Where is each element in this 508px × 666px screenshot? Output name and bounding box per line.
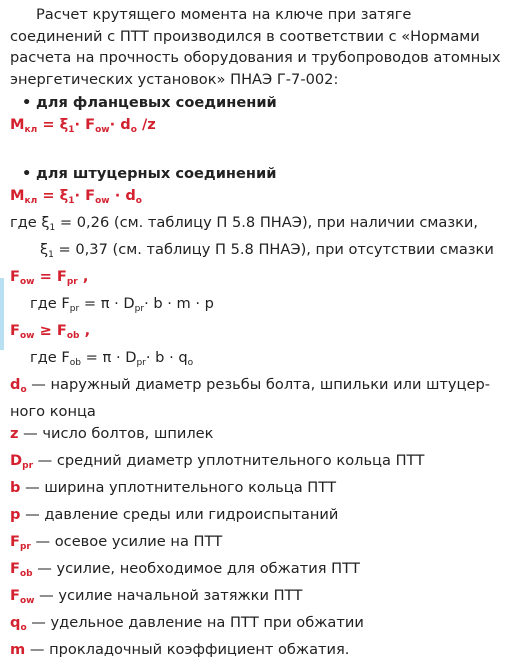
flange-formula: $М_{кл} = \xi_1\cdot F_{ow}\cdot d_o$ /z	[10, 116, 156, 135]
definition-item-continuation: ного конца	[10, 403, 96, 420]
condition-greater-formula: $F_{ow} \ge F_{ob}$ ,	[10, 322, 91, 341]
definition-item: $F_{ow}$ — усилие начальной затяжки ПТТ	[10, 587, 303, 606]
intro-paragraph: Расчет крутящего момента на ключе при затяге соединений с ПТТ производился в соответствии с «Нормами расчета на прочность оборудования и трубопроводов атомных энергетических установок» ПНАЭ Г-7-002:	[10, 6, 501, 88]
accent-bar	[0, 278, 4, 350]
bullet-icon: •	[22, 94, 32, 111]
coefficient-line-lubricated: где $\xi_1 = 0,26$ (см. таблицу П 5.8 ПНАЭ), при наличии смазки,	[10, 214, 479, 233]
coefficient-line-dry: $\xi_1 = 0,37$ (см. таблицу П 5.8 ПНАЭ), при отсутствии смазки	[40, 241, 494, 260]
definition-item: $d_o$ — наружный диаметр резьбы болта, шпильки или штуцер-	[10, 376, 490, 395]
spacer	[10, 141, 504, 161]
condition-greater-where: где $F_{ob} = \pi \cdot D_{pr}\cdot b \cdot q_o$	[30, 349, 194, 368]
definition-item: $q_o$ — удельное давление на ПТТ при обжатии	[10, 614, 364, 633]
document-body	[10, 4, 504, 666]
union-heading: • для штуцерных соединений	[10, 163, 504, 185]
definition-item: $F_{pr}$ — осевое усилие на ПТТ	[10, 533, 223, 552]
definition-item: p — давление среды или гидроиспытаний	[10, 506, 339, 523]
condition-equal-where: где $F_{pr} = \pi \cdot D_{pr}\cdot b \cdot m \cdot p$	[30, 295, 214, 314]
definition-item: $D_{pr}$ — средний диаметр уплотнительного кольца ПТТ	[10, 452, 425, 471]
bullet-icon: •	[22, 165, 32, 182]
definition-item: z — число болтов, шпилек	[10, 425, 214, 442]
flange-heading: • для фланцевых соединений	[10, 92, 504, 114]
union-formula: $М_{кл} = \xi_1\cdot F_{ow} \cdot d_o$	[10, 187, 142, 206]
condition-equal-formula: $F_{ow} = F_{pr}$ ,	[10, 268, 89, 287]
definition-item: b — ширина уплотнительного кольца ПТТ	[10, 479, 337, 496]
definition-item: m — прокладочный коэффициент обжатия.	[10, 641, 350, 658]
definition-item: $F_{ob}$ — усилие, необходимое для обжатия ПТТ	[10, 560, 360, 579]
